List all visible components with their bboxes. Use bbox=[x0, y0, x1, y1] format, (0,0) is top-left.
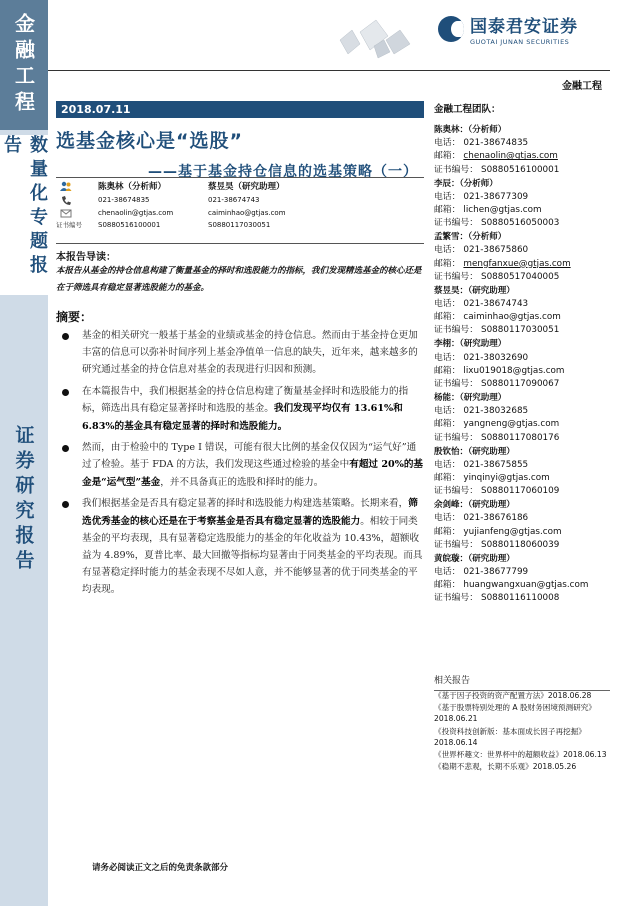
abstract-text: 基金的相关研究一般基于基金的业绩或基金的持仓信息。然而由于基金持仓更加丰富的信息可以弥补时间序列上基金净值单一信息的缺失，近年来，越来越多的研究通过基金的持仓信息对基金的表现进行归因和预测。 bbox=[82, 330, 418, 376]
abstract-item bbox=[62, 439, 424, 491]
team-member bbox=[434, 178, 610, 232]
member-phone: 021-38674835 bbox=[463, 138, 529, 149]
email-label: 邮箱： bbox=[434, 205, 461, 215]
member-cert-line bbox=[434, 378, 610, 391]
author-1-cert: S0880516100001 bbox=[98, 221, 161, 229]
member-phone-line bbox=[434, 191, 610, 204]
member-cert-line bbox=[434, 485, 610, 498]
author-1-phone: 021-38674835 bbox=[98, 196, 150, 204]
member-cert-line bbox=[434, 539, 610, 552]
member-phone-line bbox=[434, 244, 610, 257]
cert-label: 证书编号： bbox=[434, 325, 478, 336]
email-label: 邮箱： bbox=[434, 472, 461, 483]
member-email[interactable]: yinqinyi@gtjas.com bbox=[463, 472, 550, 483]
email-label: 邮箱： bbox=[434, 526, 461, 537]
member-cert: S0880517040005 bbox=[481, 271, 560, 282]
sidebar-label-report-type: 数量化专题报告 bbox=[1, 135, 48, 279]
abstract-text: 然而，由于检验中的 Type I 错误，可能有很大比例的基金仅仅因为“运气好”通过了检验。基于 FDA 的方法，我们发现这些通过检验的基金中 bbox=[82, 442, 417, 471]
member-email[interactable]: mengfanxue@gtjas.com bbox=[463, 258, 571, 269]
cert-label: 证书编号： bbox=[434, 164, 478, 175]
member-phone: 021-38675860 bbox=[463, 245, 529, 256]
member-email-line bbox=[434, 204, 610, 217]
member-email-line bbox=[434, 258, 610, 271]
member-name: 黄皖璇：（研究助理） bbox=[434, 553, 515, 564]
phone-label: 电话： bbox=[434, 566, 461, 577]
member-phone: 021-38677309 bbox=[463, 191, 529, 202]
bullet-icon bbox=[62, 501, 69, 508]
email-row bbox=[56, 207, 424, 220]
bullet-icon bbox=[62, 333, 69, 340]
guide-text: 本报告从基金的持仓信息构建了衡量基金的择时和选股能力的指标，我们发现精选基金的核心还是在于筛选具有稳定显著选股能力的基金。 bbox=[56, 266, 422, 293]
abstract-heading: 摘要： bbox=[56, 310, 93, 324]
crystal-decoration-icon bbox=[330, 10, 420, 60]
member-email[interactable]: yujianfeng@gtjas.com bbox=[463, 526, 562, 537]
team-heading: 金融工程团队： bbox=[434, 104, 501, 115]
phone-label: 电话： bbox=[434, 191, 461, 202]
member-cert: S0880516100001 bbox=[481, 164, 560, 175]
member-cert-line bbox=[434, 432, 610, 445]
author-2-name: 蔡昱昊（研究助理） bbox=[208, 182, 285, 192]
team-member bbox=[434, 553, 610, 607]
member-cert: S0880118060039 bbox=[481, 539, 560, 550]
phone-label: 电话： bbox=[434, 459, 461, 470]
abstract-text: ，并不具备真正的选股和择时的能力。 bbox=[160, 476, 324, 488]
sidebar-block-report-type bbox=[0, 135, 48, 295]
member-email[interactable]: huangwangxuan@gtjas.com bbox=[463, 580, 589, 591]
email-icon bbox=[60, 208, 72, 219]
left-sidebar bbox=[0, 0, 48, 906]
member-name: 李辰：（分析师） bbox=[434, 178, 498, 189]
member-cert: S0880116110008 bbox=[481, 593, 560, 604]
abstract-highlight: 我们发现平均仅有 13.61%和 6.83%的基金具有稳定显著的择时和选股能力。 bbox=[82, 403, 403, 432]
people-icon bbox=[60, 181, 72, 192]
member-cert: S0880117060109 bbox=[481, 486, 560, 497]
abstract-text: 在本篇报告中，我们根据基金的持仓信息构建了衡量基金择时和选股能力的指标，筛选出具有稳定显著择时和选股的基金。 bbox=[82, 386, 409, 415]
team-member bbox=[434, 392, 610, 446]
member-cert: S0880516050003 bbox=[481, 218, 560, 229]
email-label: 邮箱： bbox=[434, 151, 461, 162]
member-cert-line bbox=[434, 164, 610, 177]
member-phone-line bbox=[434, 459, 610, 472]
member-name: 杨能：（研究助理） bbox=[434, 392, 507, 403]
brand-name-en: GUOTAI JUNAN SECURITIES bbox=[470, 38, 570, 46]
member-cert-line bbox=[434, 271, 610, 284]
member-name: 陈奥林：（分析师） bbox=[434, 125, 507, 135]
related-report-link[interactable]: 《稳期不悲观，长期不乐观》2018.05.26 bbox=[434, 762, 577, 772]
phone-label: 电话： bbox=[434, 352, 461, 363]
sidebar-label-research: 证券研究报告 bbox=[12, 425, 35, 575]
bullet-icon bbox=[62, 389, 69, 396]
abstract-item bbox=[62, 327, 424, 379]
member-phone-line bbox=[434, 298, 610, 311]
member-phone-line bbox=[434, 137, 610, 150]
author-row bbox=[56, 180, 424, 194]
phone-label: 电话： bbox=[434, 245, 461, 256]
email-label: 邮箱： bbox=[434, 258, 461, 269]
phone-icon bbox=[60, 195, 72, 206]
bullet-icon bbox=[62, 445, 69, 452]
member-cert: S0880117080176 bbox=[481, 432, 560, 443]
email-label: 邮箱： bbox=[434, 580, 461, 591]
member-phone-line bbox=[434, 352, 610, 365]
member-name: 蔡昱昊：（研究助理） bbox=[434, 285, 515, 296]
member-phone: 021-38032690 bbox=[463, 352, 529, 363]
author-1-name: 陈奥林（分析师） bbox=[98, 182, 167, 192]
abstract-text: 。相较于同类基金的平均表现，具有显著稳定选股能力的基金的年化收益为 10.43%，超额收益为 4.89%，夏普比率、最大回撤等指标均显著由于同类基金的平均表现。而具有显著稳定择时能力的基金表现不尽如人意，并不能够显著的优于同类基金的平均表现。 bbox=[82, 515, 423, 596]
brand-name-cn: 国泰君安证券 bbox=[470, 17, 578, 37]
member-phone: 021-38674743 bbox=[463, 298, 529, 309]
member-email-line bbox=[434, 365, 610, 378]
member-email-line bbox=[434, 526, 610, 539]
member-email-line bbox=[434, 472, 610, 485]
member-cert-line bbox=[434, 592, 610, 605]
member-phone: 021-38676186 bbox=[463, 513, 529, 524]
member-email-line bbox=[434, 311, 610, 324]
phone-label: 电话： bbox=[434, 138, 461, 149]
member-name: 余剑峰：（研究助理） bbox=[434, 500, 515, 511]
team-list bbox=[434, 124, 610, 606]
member-email-line bbox=[434, 418, 610, 431]
report-title: 选基金核心是“选股” bbox=[56, 130, 243, 152]
member-phone: 021-38675855 bbox=[463, 459, 529, 470]
related-report-link[interactable]: 《基于因子投资的资产配置方法》2018.06.28 bbox=[434, 691, 592, 700]
sidebar-label-finance-eng: 金融工程 bbox=[11, 13, 36, 117]
cert-label: 证书编号： bbox=[434, 593, 478, 604]
company-logo bbox=[438, 12, 578, 46]
member-name: 殷钦怡：（研究助理） bbox=[434, 446, 515, 457]
phone-label: 电话： bbox=[434, 513, 461, 524]
member-email[interactable]: lichen@gtjas.com bbox=[463, 205, 542, 215]
abstract-list bbox=[62, 327, 424, 603]
cert-label: 证书编号 bbox=[56, 221, 82, 229]
related-report-link[interactable]: 《投资科技创新版：基本面成长因子再挖掘》2018.06.14 bbox=[434, 726, 586, 747]
team-member bbox=[434, 446, 610, 500]
cert-label: 证书编号： bbox=[434, 378, 478, 389]
report-subtitle: ——基于基金持仓信息的选基策略（一） bbox=[148, 164, 418, 180]
cert-label: 证书编号： bbox=[434, 432, 478, 443]
member-email[interactable]: yangneng@gtjas.com bbox=[463, 419, 560, 430]
author-2-cert: S0880117030051 bbox=[208, 221, 271, 229]
team-member bbox=[434, 124, 610, 178]
cert-label: 证书编号： bbox=[434, 271, 478, 282]
abstract-highlight: 有超过 20%的基金是“运气型”基金 bbox=[82, 459, 424, 488]
member-phone: 021-38032685 bbox=[463, 406, 529, 417]
member-name: 李栩：（研究助理） bbox=[434, 339, 507, 350]
phone-label: 电话： bbox=[434, 298, 461, 309]
author-2-email[interactable]: caiminhao@gtjas.com bbox=[208, 208, 286, 217]
cert-label: 证书编号： bbox=[434, 539, 478, 550]
abstract-item bbox=[62, 383, 424, 435]
member-cert: S0880117090067 bbox=[481, 378, 560, 389]
email-label: 邮箱： bbox=[434, 365, 461, 376]
sidebar-block-research bbox=[0, 300, 48, 906]
member-email[interactable]: lixu019018@gtjas.com bbox=[463, 365, 565, 376]
team-member bbox=[434, 231, 610, 285]
member-email-line bbox=[434, 579, 610, 592]
sidebar-block-finance-eng bbox=[0, 0, 48, 130]
phone-label: 电话： bbox=[434, 406, 461, 417]
header-divider bbox=[48, 70, 610, 71]
member-cert-line bbox=[434, 217, 610, 230]
member-email[interactable]: caiminhao@gtjas.com bbox=[463, 312, 561, 323]
cert-label: 证书编号： bbox=[434, 486, 478, 497]
guide-heading: 本报告导读： bbox=[56, 252, 116, 263]
member-email-line bbox=[434, 150, 610, 163]
author-contact-table bbox=[56, 180, 424, 232]
member-phone-line bbox=[434, 512, 610, 525]
disclaimer-note: 请务必阅读正文之后的免责条款部分 bbox=[92, 863, 229, 873]
abstract-text: 我们根据基金是否具有稳定显著的择时和选股能力构建选基策略。长期来看， bbox=[82, 498, 409, 510]
member-name: 孟繁雪：（分析师） bbox=[434, 232, 507, 243]
related-heading: 相关报告 bbox=[434, 673, 610, 691]
member-phone-line bbox=[434, 566, 610, 579]
author-1-email[interactable]: chenaolin@gtjas.com bbox=[98, 208, 174, 217]
member-cert: S0880117030051 bbox=[481, 325, 560, 336]
email-label: 邮箱： bbox=[434, 419, 461, 430]
member-cert-line bbox=[434, 324, 610, 337]
cert-label: 证书编号： bbox=[434, 218, 478, 229]
team-member bbox=[434, 285, 610, 339]
member-phone: 021-38677799 bbox=[463, 566, 529, 577]
phone-row bbox=[56, 194, 424, 207]
related-reports-list bbox=[434, 690, 610, 773]
related-report-link[interactable]: 《世界杯趣文：世界杯中的超额收益》2018.06.13 bbox=[434, 750, 607, 760]
section-tag: 金融工程 bbox=[562, 81, 602, 92]
member-phone-line bbox=[434, 405, 610, 418]
report-date: 2018.07.11 bbox=[56, 101, 424, 118]
member-email[interactable]: chenaolin@gtjas.com bbox=[463, 151, 558, 162]
email-label: 邮箱： bbox=[434, 312, 461, 323]
team-member bbox=[434, 338, 610, 392]
cert-row bbox=[56, 219, 424, 232]
team-member bbox=[434, 499, 610, 553]
abstract-item bbox=[62, 495, 424, 598]
company-logo-icon bbox=[438, 16, 464, 42]
abstract-highlight: 筛选优秀基金的核心还是在于考察基金是否具有稳定显著的选股能力 bbox=[82, 498, 418, 527]
subtitle-divider bbox=[56, 177, 424, 178]
contact-divider bbox=[56, 243, 424, 244]
author-2-phone: 021-38674743 bbox=[208, 196, 260, 204]
related-report-link[interactable]: 《基于股票特别处理的 A 股财务困境预测研究》2018.06.21 bbox=[434, 703, 596, 724]
